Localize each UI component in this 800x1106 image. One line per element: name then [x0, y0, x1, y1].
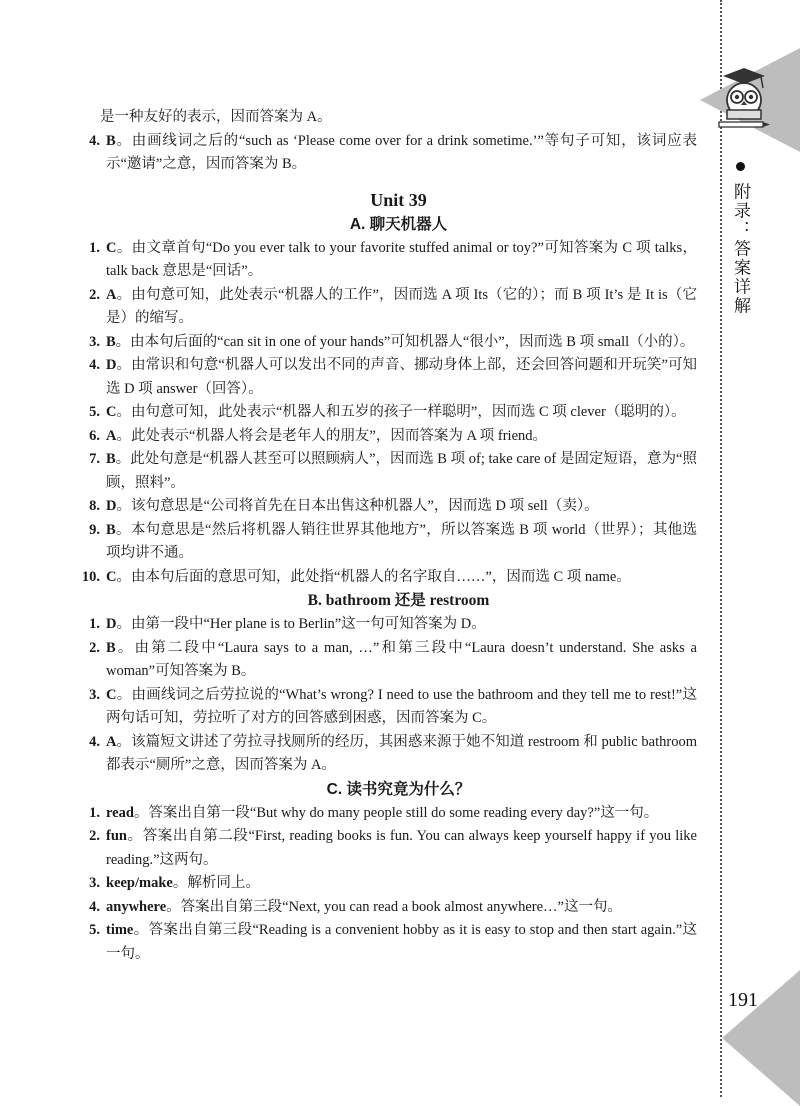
- list-item: [89, 425, 697, 449]
- item-answer: anywhere: [106, 898, 167, 915]
- list-item: [89, 613, 697, 637]
- appendix-label-text: 附录：答案详解: [730, 182, 750, 316]
- item-explanation: 。由句意可知，此处表示“机器人的工作”，因而选 A 项 Its（它的）；而 B 项 It’s 是 It is（它是）的缩写。: [106, 286, 697, 326]
- list-item: [89, 731, 697, 778]
- section-b-list: [89, 613, 697, 778]
- item-text: [106, 130, 697, 177]
- item-explanation: 。由第一段中“Her plane is to Berlin”这一句可知答案为 D。: [116, 616, 486, 632]
- item-number: 7.: [89, 451, 100, 467]
- section-c-title: C. 读书究竟为什么？: [326, 780, 471, 798]
- item-number: 3.: [89, 875, 100, 891]
- list-item: [89, 802, 697, 826]
- list-item: [89, 919, 697, 966]
- appendix-side-label: [727, 162, 753, 315]
- item-text: [106, 731, 697, 778]
- list-item: [89, 331, 697, 355]
- item-number: 8.: [89, 498, 100, 514]
- item-answer: C: [106, 686, 117, 703]
- item-answer: D: [106, 616, 117, 632]
- item-number: 2.: [89, 639, 100, 656]
- item-explanation: 。由画线词之后劳拉说的“What’s wrong? I need to use the bathroom and they tell me to rest!”这两句话可知，劳拉听了对方的回答感到困惑，因而答案为 C。: [106, 686, 697, 726]
- list-item: [89, 825, 697, 872]
- item-number: 3.: [89, 333, 100, 350]
- list-item: [89, 519, 697, 566]
- item-number: 6.: [89, 427, 100, 444]
- item-explanation: 。由本句后面的“can sit in one of your hands”可知机器人“很小”，因而选 B 项 small（小的）。: [115, 333, 695, 350]
- item-explanation: 。此处表示“机器人将会是老年人的朋友”，因而答案为 A 项 friend。: [116, 427, 548, 444]
- item-text: [106, 237, 697, 284]
- item-answer: B: [106, 521, 116, 538]
- list-item: [89, 684, 697, 731]
- item-explanation: 。答案出自第三段“Next, you can read a book almost anywhere…”这一句。: [166, 898, 622, 915]
- item-answer: A: [106, 427, 117, 444]
- item-answer: fun: [106, 828, 127, 844]
- item-text: [106, 448, 697, 495]
- section-a-list: [81, 237, 697, 590]
- list-item: [81, 566, 697, 590]
- item-text: [106, 495, 697, 519]
- item-number: 3.: [89, 686, 100, 703]
- section-c-list: [89, 802, 697, 967]
- list-item: [89, 401, 697, 425]
- item-explanation: 。答案出自第一段“But why do many people still do some reading every day?”这一句。: [133, 804, 659, 821]
- list-item: [89, 872, 697, 896]
- item-answer: time: [106, 922, 134, 938]
- item-number: 1.: [89, 239, 100, 256]
- list-item: [89, 130, 697, 177]
- list-item: [89, 495, 697, 519]
- item-number: 5.: [89, 922, 100, 938]
- item-text: [106, 613, 697, 637]
- item-text: [106, 566, 697, 590]
- item-answer: C: [106, 404, 117, 420]
- item-answer: B: [106, 451, 116, 467]
- item-text: [106, 684, 697, 731]
- list-item: [89, 448, 697, 495]
- item-text: [106, 331, 697, 355]
- list-item: [89, 354, 697, 401]
- item-explanation: 。解析同上。: [172, 875, 260, 891]
- item-text: [106, 896, 697, 920]
- list-item: [89, 237, 697, 284]
- item-answer: D: [106, 498, 117, 514]
- item-explanation: 。该篇短文讲述了劳拉寻找厕所的经历，其困惑来源于她不知道 restroom 和 public bathroom 都表示“厕所”之意，因而答案为 A。: [106, 733, 697, 773]
- item-text: [106, 825, 697, 872]
- item-answer: C: [106, 568, 117, 585]
- item-answer: D: [106, 357, 117, 373]
- answer-content: [81, 106, 697, 966]
- item-text: [106, 354, 697, 401]
- margin-dotted-rule: [720, 0, 722, 1097]
- item-explanation: 。由第二段中“Laura says to a man, …”和第三段中“Laura doesn’t understand. She asks a woman”可知答案为 B。: [106, 639, 697, 679]
- unit-title: Unit 39: [370, 189, 427, 210]
- item-text: [106, 284, 697, 331]
- page-number: 191: [728, 989, 758, 1011]
- item-answer: C: [106, 239, 117, 256]
- item-number: 1.: [89, 804, 100, 821]
- item-text: [106, 401, 697, 425]
- item-number: 9.: [89, 521, 100, 538]
- item-answer: B: [106, 639, 116, 656]
- item-explanation: 。由句意可知，此处表示“机器人和五岁的孩子一样聪明”，因而选 C 项 clever（聪明的）。: [116, 404, 686, 420]
- item-answer: B: [106, 132, 116, 149]
- item-explanation: 。由文章首句“Do you ever talk to your favorite stuffed animal or toy?”可知答案为 C 项 talks，talk back 意思是“回话”。: [106, 239, 697, 279]
- item-number: 10.: [81, 568, 100, 585]
- item-number: 4.: [89, 132, 100, 149]
- item-number: 4.: [89, 357, 100, 373]
- item-explanation: 。答案出自第二段“First, reading books is fun. You can always keep yourself happy if you like reading.”这两句。: [106, 828, 697, 868]
- item-number: 2.: [89, 828, 100, 844]
- item-text: [106, 872, 697, 896]
- item-answer: keep/make: [106, 875, 173, 891]
- list-item: [89, 637, 697, 684]
- item-number: 5.: [89, 404, 100, 420]
- item-explanation: 。本句意思是“然后将机器人销往世界其他地方”，所以答案选 B 项 world（世界）；其他选项均讲不通。: [106, 521, 697, 561]
- item-explanation: 。由本句后面的意思可知，此处指“机器人的名字取自……”，因而选 C 项 name。: [116, 568, 631, 585]
- item-number: 4.: [89, 733, 100, 750]
- item-text: [106, 425, 697, 449]
- item-text: [106, 919, 697, 966]
- item-text: [106, 519, 697, 566]
- item-text: [106, 637, 697, 684]
- item-number: 2.: [89, 286, 100, 303]
- section-a-title: A. 聊天机器人: [349, 215, 448, 233]
- section-b-title: B. bathroom 还是 restroom: [307, 592, 490, 609]
- item-answer: read: [106, 804, 134, 821]
- item-explanation: 。由画线词之后的“such as ‘Please come over for a drink sometime.’”等句子可知，该词应表示“邀请”之意，因而答案为 B。: [106, 132, 697, 172]
- item-answer: A: [106, 286, 117, 303]
- list-item: [89, 284, 697, 331]
- item-answer: A: [106, 733, 117, 750]
- bullet-dot-icon: [736, 162, 745, 171]
- item-text: [106, 802, 697, 826]
- continued-paragraph: 是一种友好的表示，因而答案为 A。: [100, 109, 332, 125]
- owl-mascot-icon: [713, 66, 775, 132]
- item-answer: B: [106, 333, 116, 350]
- item-explanation: 。此处句意是“机器人甚至可以照顾病人”，因而选 B 项 of; take care of 是固定短语，意为“照顾，照料”。: [106, 451, 697, 491]
- item-number: 1.: [89, 616, 100, 632]
- item-explanation: 。由常识和句意“机器人可以发出不同的声音、挪动身体上部，还会回答问题和开玩笑”可知选 D 项 answer（回答）。: [106, 357, 697, 397]
- list-item: [89, 896, 697, 920]
- item-explanation: 。答案出自第三段“Reading is a convenient hobby as it is easy to stop and then start again.”这一句。: [106, 922, 697, 962]
- item-number: 4.: [89, 898, 100, 915]
- item-explanation: 。该句意思是“公司将首先在日本出售这种机器人”，因而选 D 项 sell（卖）。: [116, 498, 599, 514]
